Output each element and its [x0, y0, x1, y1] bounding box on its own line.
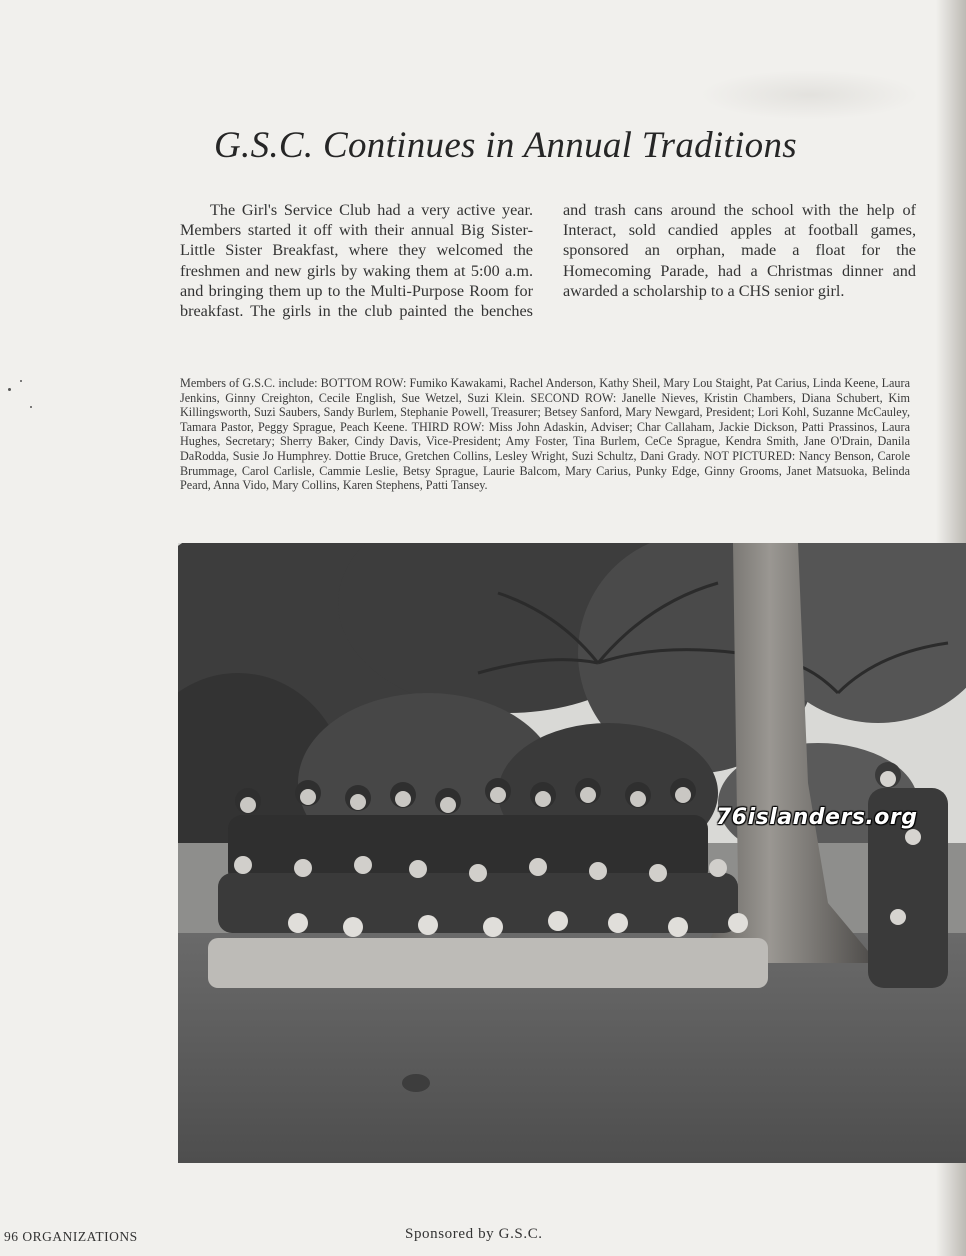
pigeon: [402, 1074, 430, 1092]
front-row-seated: [208, 938, 768, 988]
page-folio: 96 ORGANIZATIONS: [4, 1229, 138, 1244]
group-photo: [178, 543, 966, 1163]
intro-article: [180, 200, 916, 321]
sponsor-line: Sponsored by G.S.C.: [405, 1226, 543, 1242]
bleed-through-ghost: [700, 70, 920, 120]
dust-speck: [8, 388, 11, 391]
right-group: [868, 762, 948, 988]
intro-paragraph: The Girl's Service Club had a very active year. Members started it off with their annual Big Sister-Little Sister Breakfast, where they welcomed the freshmen and new girls by waking them at 5:00 a.m. and bringing them up to the Multi-Purpose Room for breakfast. The girls in the club painted the benches and trash cans around the school with the help of Interact, sold candied apples at football games, sponsored an orphan, made a float for the Homecoming Parade, had a Christmas dinner and awarded a scholarship to a CHS senior girl.: [180, 201, 916, 321]
dust-speck: [30, 406, 32, 408]
watermark-logo: 76islanders.org: [716, 805, 918, 830]
dust-speck: [20, 380, 22, 382]
group-photo-illustration: [178, 543, 966, 1163]
member-caption: Members of G.S.C. include: BOTTOM ROW: Fumiko Kawakami, Rachel Anderson, Kathy Sheil, Mary Lou Staight, Pat Carius, Linda Keene, Laura Jenkins, Ginny Creighton, Cecile English, Sue Wetzel, Suzi Klein. SECOND ROW: Janelle Nieves, Kristin Chambers, Diana Schubert, Kim Killingsworth, Suzi Saubers, Sandy Burlem, Stephanie Powell, Treasurer; Betsey Sanford, Mary Newgard, President; Lori Kohl, Suzanne McCauley, Tamara Pastor, Peggy Sprague, Peach Keene. THIRD ROW: Miss John Adaskin, Adviser; Char Callaham, Jackie Dickson, Patti Prassinos, Laura Hughes, Secretary; Sherry Baker, Cindy Davis, Vice-President; Amy Foster, Tina Burlem, CeCe Sprague, Kendra Smith, Jane O'Drain, Danila DaRodda, Susie Jo Humphrey. Dottie Bruce, Gretchen Collins, Lesley Wright, Suzi Schultz, Dani Grady. NOT PICTURED: Nancy Benson, Carole Brummage, Carol Carlisle, Cammie Leslie, Betsy Sprague, Laurie Balcom, Mary Carius, Punky Edge, Ginny Grooms, Janet Matsuoka, Belinda Peard, Anna Vido, Mary Collins, Karen Stephens, Patti Tansey.: [180, 376, 910, 493]
page-title: G.S.C. Continues in Annual Traditions: [214, 125, 797, 166]
